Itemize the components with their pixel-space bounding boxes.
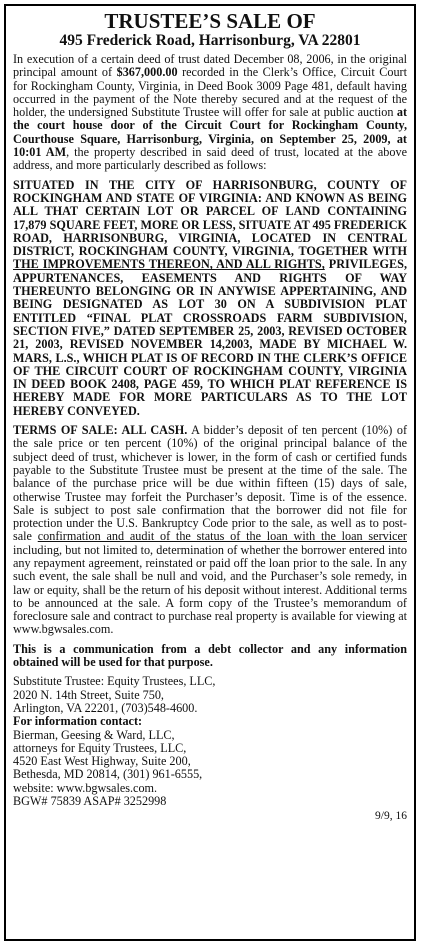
trustee-line: Arlington, VA 22201, (703)548-4600.	[13, 700, 198, 715]
terms-underlined: confirmation and audit of the status of the loan with the loan servicer	[37, 529, 407, 544]
legal-notice	[4, 4, 416, 941]
sale-location: at the court house door of the Circuit Court for Rockingham County, Courthouse Square, Harrisonburg, Virginia, on September 25, 2009, at 10:01 AM	[13, 105, 407, 160]
notice-title: TRUSTEE’S SALE OF	[104, 9, 316, 33]
contact-line: Bierman, Geesing & Ward, LLC,	[13, 727, 175, 742]
legal-description	[13, 179, 407, 418]
contact-heading: For information contact:	[13, 714, 143, 729]
legal-part1: SITUATED IN THE CITY OF HARRISONBURG, COUNTY OF ROCKINGHAM AND STATE OF VIRGINIA: AND KNOWN AS BEING ALL THAT CERTAIN LOT OR PARCEL OF LAND CONTAINING 17,879 SQUARE FEET, MORE OR LESS, SITUATE AT 495 FREDERICK ROAD, HARRISONBURG, VIRGINIA, LOCATED IN CENTRAL DISTRICT, ROCKINGHAM COUNTY, VIRGINIA, TOGETHER WITH	[13, 177, 407, 259]
terms-heading: TERMS OF SALE: ALL CASH.	[13, 423, 188, 438]
terms-paragraph	[13, 424, 407, 637]
intro-paragraph	[13, 53, 407, 173]
intro-text-a: In execution of a certain deed of trust dated December 08, 2006, in the original principal amount of	[13, 52, 407, 80]
terms-text-a: A bidder’s deposit of ten percent (10%) of the sale price or ten percent (10%) of the original principal balance of the subject deed of trust, whichever is lower, in the form of cash or certified funds payable to the Substitute Trustee must be present at the time of the sale. The balance of the purchase price will be due within fifteen (15) days of sale, otherwise Trustee may forfeit the Purchaser’s deposit. Time is of the essence. Sale is subject to post sale confirmation that the borrower did not file for protection under the U.S. Bankruptcy Code prior to the sale, as well as to post-sale	[13, 423, 407, 544]
trustee-line: Substitute Trustee: Equity Trustees, LLC,	[13, 674, 216, 689]
debt-collector-notice: This is a communication from a debt collector and any information obtained will be used for that purpose.	[13, 641, 407, 670]
contact-line: 4520 East West Highway, Suite 200,	[13, 754, 191, 769]
trustee-block	[13, 675, 407, 808]
contact-line: attorneys for Equity Trustees, LLC,	[13, 740, 187, 755]
publication-date: 9/9, 16	[375, 810, 407, 823]
contact-website: website: www.bgwsales.com.	[13, 780, 158, 795]
principal-amount: $367,000.00	[116, 65, 178, 80]
legal-part2: PRIVILEGES, APPURTENANCES, EASEMENTS AND RIGHTS OF WAY THEREUNTO BELONGING OR IN ANYWISE APPERTAINING, AND BEING DESIGNATED AS LOT 30 ON A SUBDIVISION PLAT ENTITLED “FINAL PLAT CROSSROADS FARM SUBDIVISION, SECTION FIVE,” DATED SEPTEMBER 25, 2003, REVISED OCTOBER 21, 2003, REVISED NOVEMBER 14,2003, MADE BY MICHAEL W. MARS, L.S., WHICH PLAT IS OF RECORD IN THE CLERK’S OFFICE OF THE CIRCUIT COURT OF ROCKINGHAM COUNTY, VIRGINIA IN DEED BOOK 2408, PAGE 459, TO WHICH PLAT REFERENCE IS HEREBY MADE FOR MORE PARTICULARS AS TO THE LOT HEREBY CONVEYED.	[13, 257, 407, 418]
property-address: 495 Frederick Road, Harrisonburg, VA 22801	[59, 32, 361, 49]
terms-text-b: including, but not limited to, determination of whether the borrower entered into any repayment agreement, reinstated or paid off the loan prior to the sale. In any such event, the sale shall be null and void, and the Purchaser’s sole remedy, in law or equity, shall be the return of his deposit without interest. Additional terms to be announced at the sale. A form copy of the Trustee’s memorandum of foreclosure sale and contract to purchase real property is available for viewing at www.bgwsales.com.	[13, 542, 407, 637]
intro-text-c: , the property described in said deed of trust, located at the above address, and more particularly described as follows:	[13, 145, 407, 173]
legal-underlined: THE IMPROVEMENTS THEREON, AND ALL RIGHTS,	[13, 257, 325, 272]
intro-text-b: recorded in the Clerk’s Office, Circuit Court for Rockingham County, Virginia, in Deed Book 3009 Page 481, default having occurred in the payment of the Note thereby secured and at the request of the holder, the undersigned Substitute Trustee will offer for sale at public auction	[13, 65, 407, 120]
trustee-line: 2020 N. 14th Street, Suite 750,	[13, 687, 164, 702]
reference-numbers: BGW# 75839 ASAP# 3252998	[13, 794, 167, 809]
contact-line: Bethesda, MD 20814, (301) 961-6555,	[13, 767, 203, 782]
